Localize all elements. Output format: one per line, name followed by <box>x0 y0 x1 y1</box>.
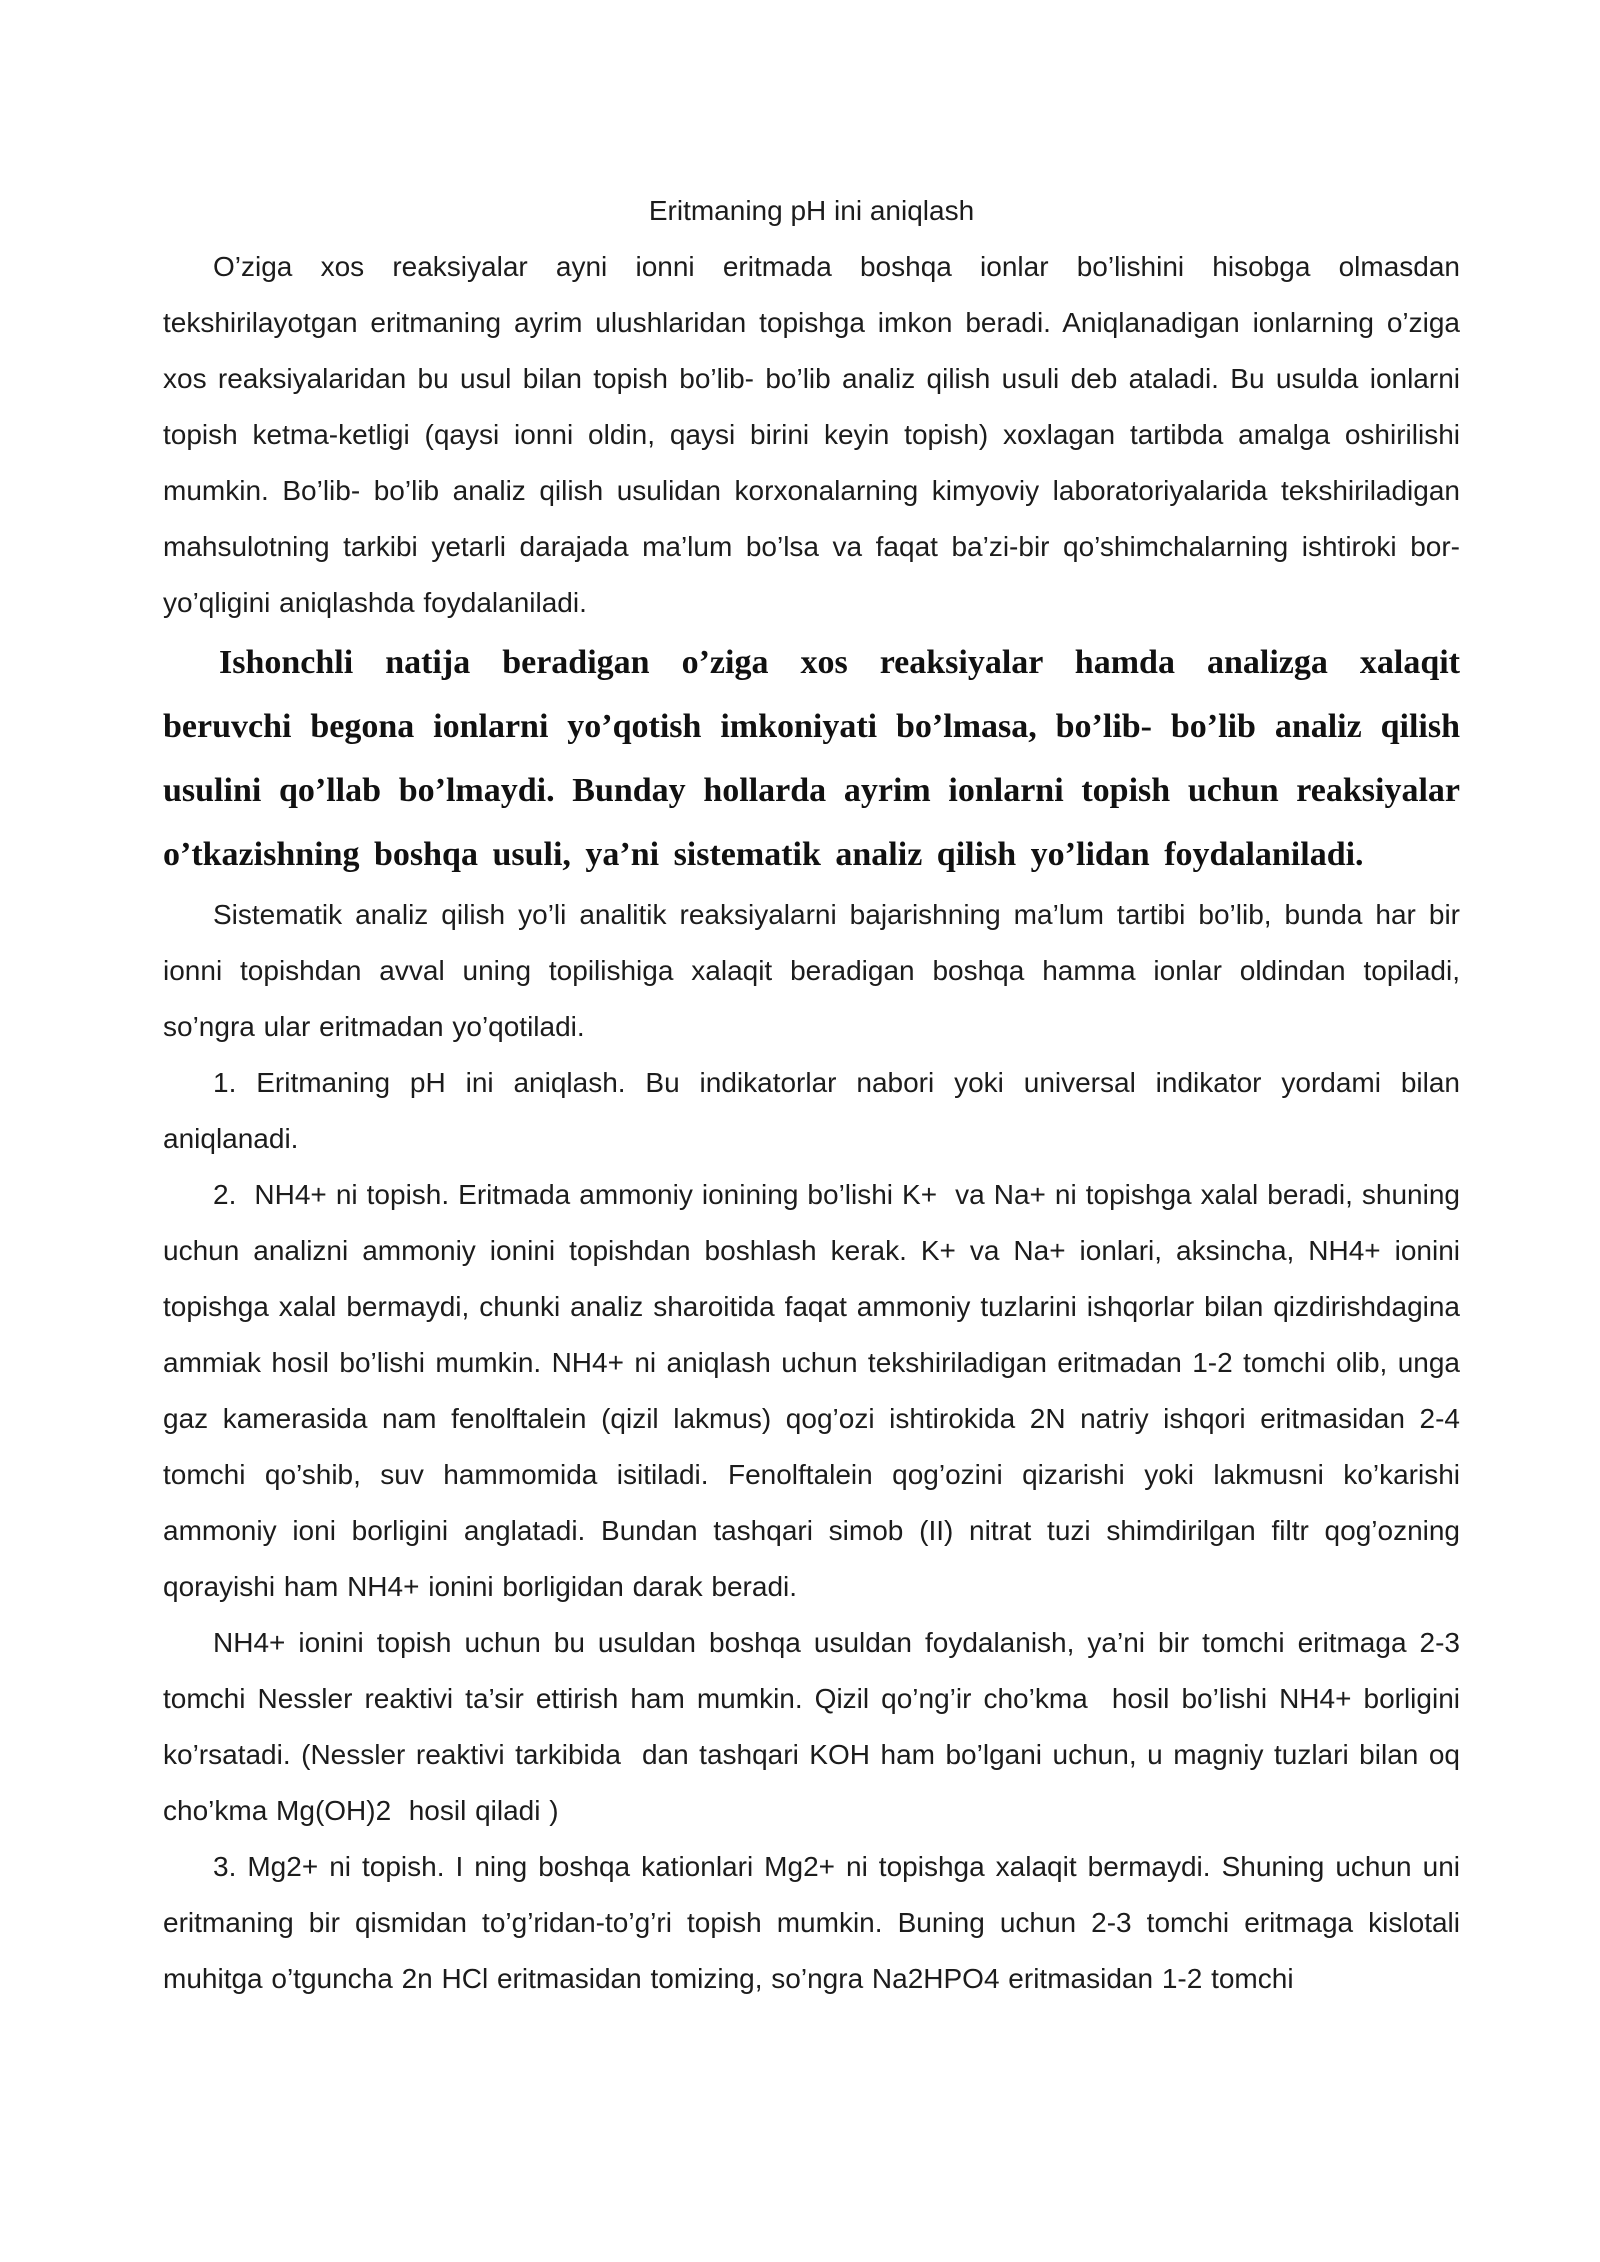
paragraph-item-1-ph: 1. Eritmaning pH ini aniqlash. Bu indikatorlar nabori yoki universal indikator yordami bilan aniqlanadi. <box>163 1067 1460 1154</box>
document-title: Eritmaning pH ini aniqlash <box>648 195 975 226</box>
paragraph-item-3-mg2: 3. Mg2+ ni topish. I ning boshqa kationlari Mg2+ ni topishga xalaqit bermaydi. Shuning uchun uni eritmaning bir qismidan to’g’ridan-to’g’ri topish mumkin. Buning uchun 2-3 tomchi eritmaga kislotali muhitga o’tguncha 2n HCl eritmasidan tomizing, so’ngra Na2HPO4 eritmasidan 1-2 tomchi <box>163 1851 1460 1994</box>
paragraph-intro: O’ziga xos reaksiyalar ayni ionni eritmada boshqa ionlar bo’lishini hisobga olmasdan tekshirilayotgan eritmaning ayrim ulushlaridan topishga imkon beradi. Aniqlanadigan ionlarning o’ziga xos reaksiyalaridan bu usul bilan topish bo’lib- bo’lib analiz qilish usuli deb ataladi. Bu usulda ionlarni topish ketma-ketligi (qaysi ionni oldin, qaysi birini keyin topish) xoxlagan tartibda amalga oshirilishi mumkin. Bo’lib- bo’lib analiz qilish usulidan korxonalarning kimyoviy laboratoriyalarida tekshiriladigan mahsulotning tarkibi yetarli darajada ma’lum bo’lsa va faqat ba’zi-bir qo’shimchalarning ishtiroki bor- yo’qligini aniqlashda foydalaniladi. <box>163 251 1460 618</box>
paragraph-nessler-method: NH4+ ionini topish uchun bu usuldan boshqa usuldan foydalanish, ya’ni bir tomchi eritmaga 2-3 tomchi Nessler reaktivi ta’sir ettirish ham mumkin. Qizil qo’ng’ir cho’kma hosil bo’lishi NH4+ borligini ko’rsatadi. (Nessler reaktivi tarkibida dan tashqari KOH ham bo’lgani uchun, u magniy tuzlari bilan oq cho’kma Mg(OH)2 hosil qiladi ) <box>163 1627 1460 1826</box>
paragraph-bold-emphasis: Ishonchli natija beradigan o’ziga xos reaksiyalar hamda analizga xalaqit beruvchi begona ionlarni yo’qotish imkoniyati bo’lmasa, bo’lib- bo’lib analiz qilish usulini qo’llab bo’lmaydi. Bunday hollarda ayrim ionlarni topish uchun reaksiyalar o’tkazishning boshqa usuli, ya’ni sistematik analiz qilish yo’lidan foydalaniladi. <box>163 644 1460 873</box>
paragraph-systematic-analysis: Sistematik analiz qilish yo’li analitik reaksiyalarni bajarishning ma’lum tartibi bo’lib, bunda har bir ionni topishdan avval uning topilishiga xalaqit beradigan boshqa hamma ionlar oldindan topiladi, so’ngra ular eritmadan yo’qotiladi. <box>163 899 1460 1042</box>
paragraph-item-2-nh4: 2. NH4+ ni topish. Eritmada ammoniy ionining bo’lishi K+ va Na+ ni topishga xalal beradi, shuning uchun analizni ammoniy ionini topishdan boshlash kerak. K+ va Na+ ionlari, aksincha, NH4+ ionini topishga xalal bermaydi, chunki analiz sharoitida faqat ammoniy tuzlarini ishqorlar bilan qizdirishdagina ammiak hosil bo’lishi mumkin. NH4+ ni aniqlash uchun tekshiriladigan eritmadan 1-2 tomchi olib, unga gaz kamerasida nam fenolftalein (qizil lakmus) qog’ozi ishtirokida 2N natriy ishqori eritmasidan 2-4 tomchi qo’shib, suv hammomida isitiladi. Fenolftalein qog’ozini qizarishi yoki lakmusni ko’karishi ammoniy ioni borligini anglatadi. Bundan tashqari simob (II) nitrat tuzi shimdirilgan filtr qog’ozning qorayishi ham NH4+ ionini borligidan darak beradi. <box>163 1179 1460 1602</box>
